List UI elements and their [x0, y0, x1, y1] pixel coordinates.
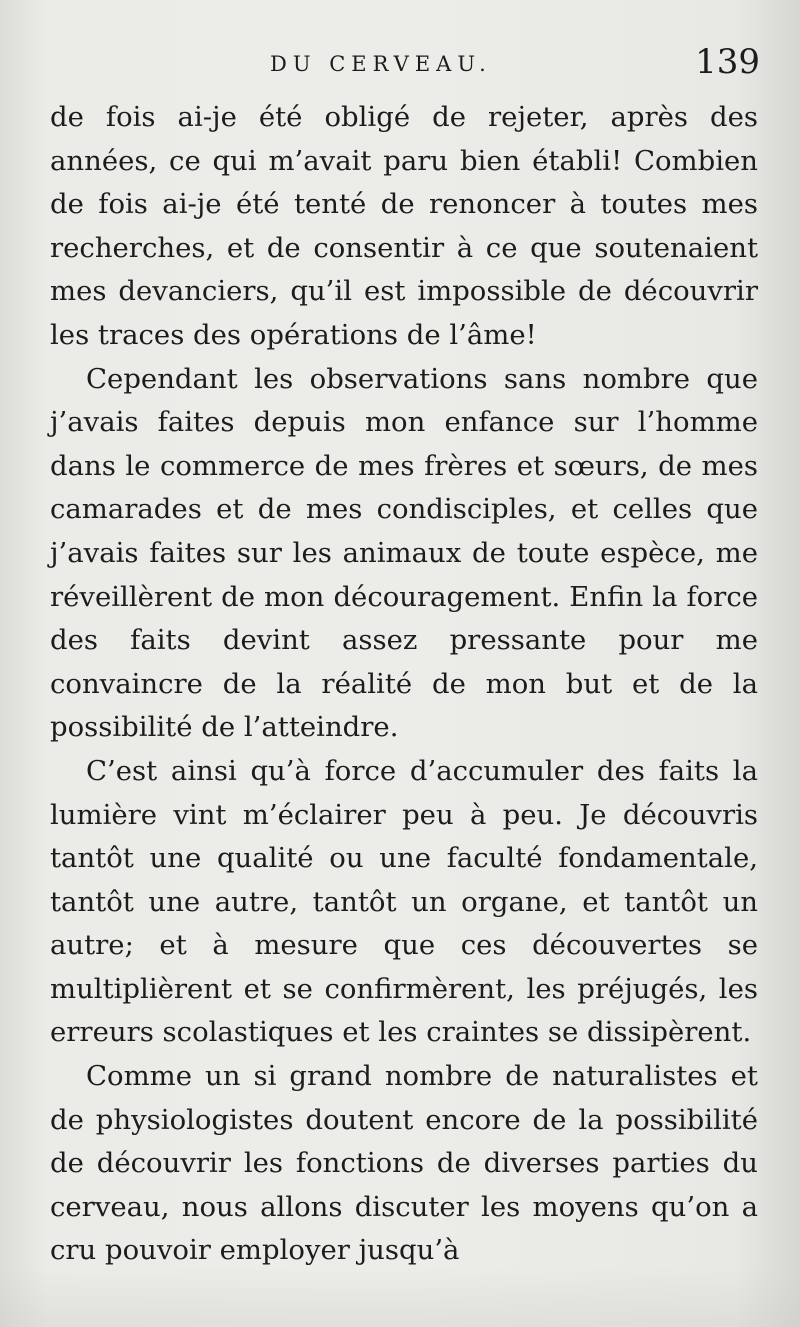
running-title: DU CERVEAU. [270, 52, 492, 76]
body-text [50, 96, 758, 1273]
page-number: 139 [695, 42, 760, 82]
paragraph: Comme un si grand nombre de naturalistes et de physiologistes doutent encore de la possibilité de découvrir les fonctions de diverses parties du cerveau, nous allons discuter les moyens qu’on a cru pouvoir employer jusqu’à [50, 1060, 758, 1267]
paragraph: de fois ai-je été obligé de rejeter, après des années, ce qui m’avait paru bien établi! Combien de fois ai-je été tenté de renoncer à toutes mes recherches, et de consentir à ce que soutenaient mes devanciers, qu’il est impossible de découvrir les traces des opérations de l’âme! [50, 101, 758, 351]
show-through-shadow [0, 1267, 800, 1327]
paragraph: Cependant les observations sans nombre que j’avais faites depuis mon enfance sur l’homme dans le commerce de mes frères et sœurs, de mes camarades et de mes condisciples, et celles que j’avais faites sur les animaux de toute espèce, me réveillèrent de mon découragement. Enfin la force des faits devint assez pressante pour me convaincre de la réalité de mon but et de la possibilité de l’atteindre. [50, 362, 758, 744]
paragraph: C’est ainsi qu’à force d’accumuler des faits la lumière vint m’éclairer peu à peu. Je découvris tantôt une qualité ou une faculté fondamentale, tantôt une autre, tantôt un organe, et tantôt un autre; et à mesure que ces découvertes se multiplièrent et se confirmèrent, les préjugés, les erreurs scolastiques et les craintes se dissipèrent. [50, 754, 758, 1049]
running-head [48, 42, 760, 88]
